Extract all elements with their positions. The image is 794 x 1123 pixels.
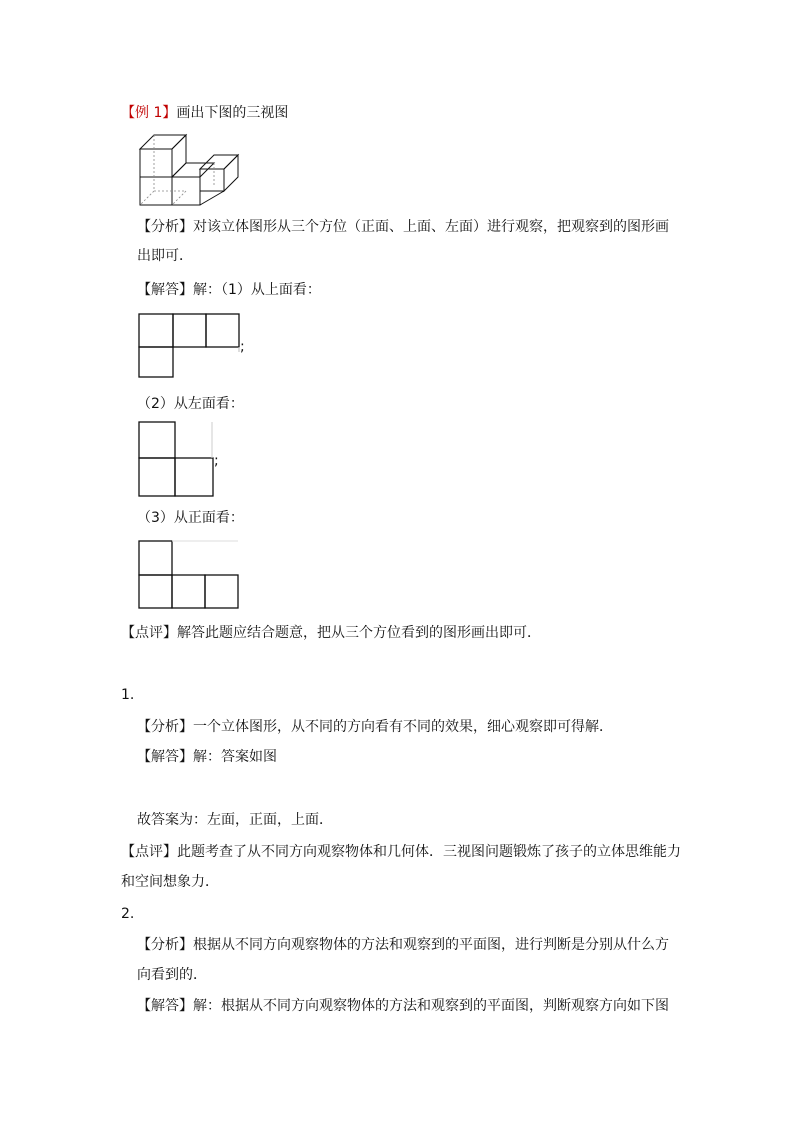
q2-analysis-line1: 【分析】根据从不同方向观察物体的方法和观察到的平面图，进行判断是分别从什么方 <box>137 937 669 953</box>
cube-side-face <box>224 155 238 191</box>
example-heading <box>121 103 288 123</box>
left-view-suffix: ; <box>214 453 219 469</box>
cube-top-face <box>200 155 238 169</box>
front-view-figure <box>136 538 244 612</box>
q1-answer: 【解答】解：答案如图 <box>137 749 277 765</box>
q1-comment-line1: 【点评】此题考查了从不同方向观察物体和几何体．三视图问题锻炼了孩子的立体思维能力 <box>121 844 681 860</box>
top-view-suffix: ; <box>240 339 245 355</box>
answer-tag: 【解答】 <box>137 282 193 298</box>
q1-number: 1. <box>121 687 135 703</box>
example-analysis-line1: 【分析】对该立体图形从三个方位（正面、上面、左面）进行观察，把观察到的图形画 <box>137 219 669 235</box>
q2-analysis-line2: 向看到的． <box>137 967 207 983</box>
cube-top-face <box>172 163 214 177</box>
cube-front-face <box>200 169 224 191</box>
top-view-figure <box>136 312 248 380</box>
analysis-tag: 【分析】 <box>137 219 193 235</box>
q1-analysis: 【分析】一个立体图形，从不同的方向看有不同的效果，细心观察即可得解． <box>137 719 613 735</box>
answer-tag: 【解答】 <box>137 998 193 1014</box>
left-view-label: （2）从左面看： <box>137 396 244 412</box>
example-tag: 【例 1】 <box>121 105 177 121</box>
example-analysis-line2: 出即可． <box>137 248 193 264</box>
analysis-tag: 【分析】 <box>137 937 193 953</box>
example-comment: 【点评】解答此题应结合题意，把从三个方位看到的图形画出即可． <box>121 625 541 641</box>
front-view-label: （3）从正面看： <box>137 510 244 526</box>
cube-front-face <box>140 149 172 177</box>
left-view-figure <box>136 419 220 499</box>
q1-comment-line2: 和空间想象力． <box>121 874 219 890</box>
q2-answer: 【解答】解：根据从不同方向观察物体的方法和观察到的平面图，判断观察方向如下图 <box>137 998 669 1014</box>
analysis-tag: 【分析】 <box>137 719 193 735</box>
example-answer: 【解答】解：（1）从上面看： <box>137 282 321 298</box>
cube-figure <box>136 129 240 209</box>
comment-tag: 【点评】 <box>121 625 177 641</box>
example-prompt: 画出下图的三视图 <box>176 105 289 121</box>
q1-final-answer: 故答案为：左面，正面，上面． <box>137 812 333 828</box>
comment-tag: 【点评】 <box>121 844 177 860</box>
q2-number: 2. <box>121 906 135 922</box>
answer-tag: 【解答】 <box>137 749 193 765</box>
